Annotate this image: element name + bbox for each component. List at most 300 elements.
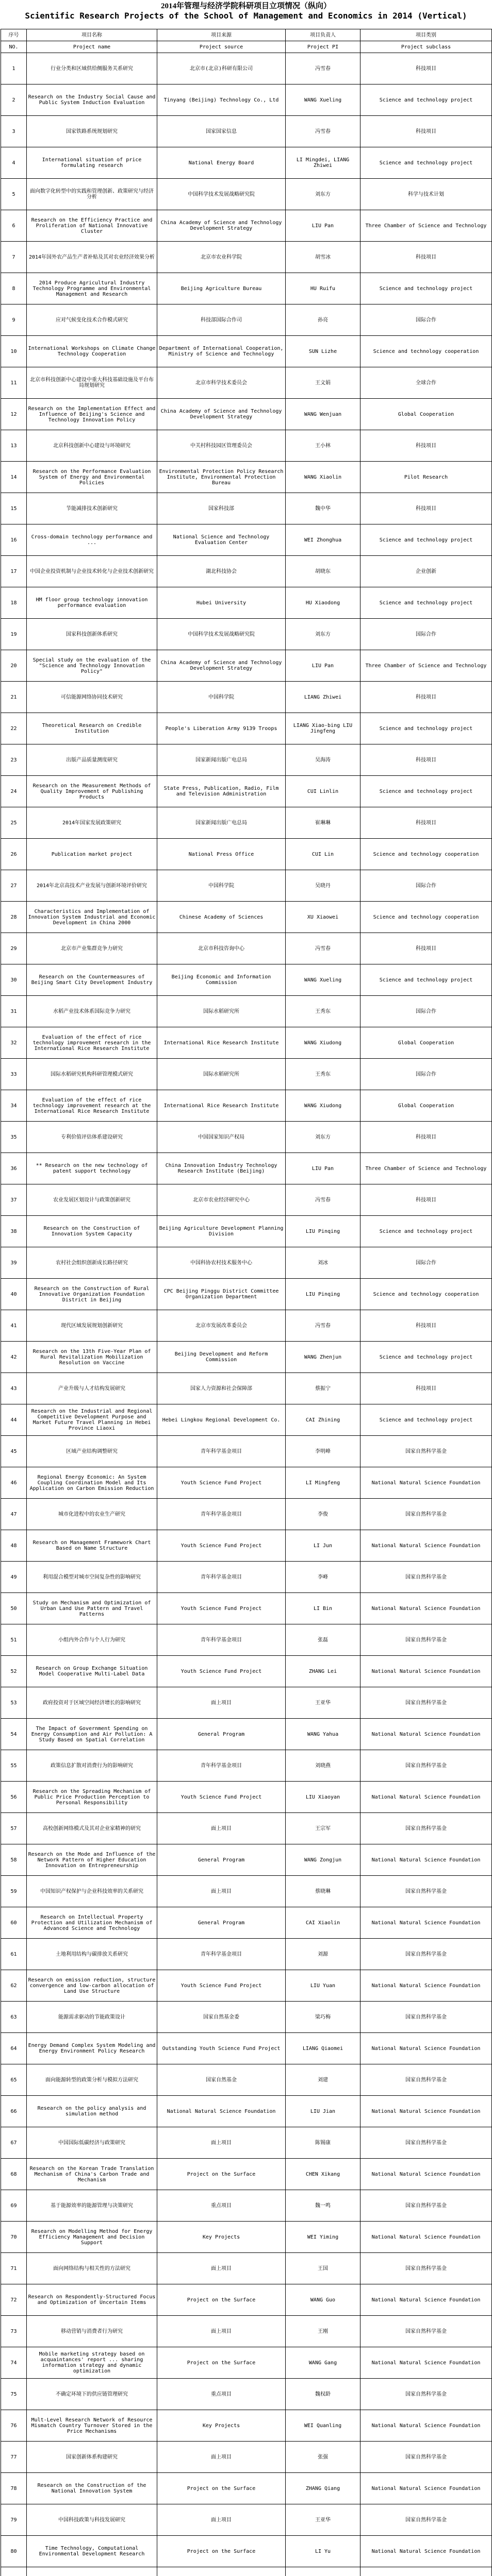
cell-no: 78 <box>1 2473 27 2504</box>
table-row <box>1 2316 492 2347</box>
cell-project-name: Cross-domain technology performance and ... <box>27 524 157 556</box>
cell-project-class: Science and technology project <box>360 1216 492 1247</box>
cell-project-pi: 冯雪春 <box>286 1184 360 1216</box>
table-row <box>1 1750 492 1782</box>
cell-project-source: 面上项目 <box>157 2442 286 2473</box>
cell-project-pi: WEI Zhonghua <box>286 524 360 556</box>
cell-project-pi: 李明峰 <box>286 1436 360 1467</box>
cell-project-class: 国家自然科学基金 <box>360 2316 492 2347</box>
cell-no: 41 <box>1 1310 27 1342</box>
table-row <box>1 1090 492 1122</box>
cell-project-name: 国家创新体系构建研究 <box>27 2442 157 2473</box>
cell-project-name: 国家科技创新体系研究 <box>27 619 157 650</box>
cell-project-pi: 张强 <box>286 2442 360 2473</box>
cell-project-name: 2014年北京高技术产业发展与创新环境评价研究 <box>27 870 157 902</box>
table-row <box>1 2064 492 2096</box>
cell-project-source: 青年科学基金项目 <box>157 1499 286 1530</box>
cell-project-class: Science and technology project <box>360 713 492 744</box>
col-no-zh: 序号 <box>1 29 27 41</box>
table-row <box>1 964 492 996</box>
cell-no: 65 <box>1 2064 27 2096</box>
cell-project-class: 国家自然科学基金 <box>360 1750 492 1782</box>
cell-no: 18 <box>1 587 27 619</box>
cell-project-name: 北京科技创新中心建设与环境研究 <box>27 430 157 462</box>
cell-project-name: 行业分类和区域供给侧服务关系研究 <box>27 53 157 84</box>
page-title-zh: 2014年管理与经济学院科研项目立项情况（纵向） <box>160 2 331 10</box>
cell-project-source: 中关村科技园区管理委员会 <box>157 430 286 462</box>
cell-no: 11 <box>1 367 27 399</box>
cell-no: 6 <box>1 210 27 242</box>
cell-no: 32 <box>1 1027 27 1059</box>
cell-project-name: Evaluation of the effect of rice technology improvement research at the International Rice Research Institute <box>27 1090 157 1122</box>
cell-project-class: 国家自然科学基金 <box>360 2190 492 2222</box>
cell-no: 23 <box>1 744 27 776</box>
cell-project-pi: WANG Guo <box>286 2284 360 2316</box>
table-row <box>1 744 492 776</box>
cell-project-name: Research on the Korean Trade Translation Mechanism of China's Carbon Trade and Mechanism <box>27 2159 157 2190</box>
cell-project-class: Science and technology cooperation <box>360 336 492 367</box>
table-row <box>1 1216 492 1247</box>
cell-no: 35 <box>1 1122 27 1153</box>
cell-project-class: 国家自然科学基金 <box>360 1562 492 1593</box>
cell-project-source: 青年科学基金项目 <box>157 1624 286 1656</box>
cell-project-pi: 冯雪春 <box>286 116 360 147</box>
cell-project-name: 小组内外合作与个人行为研究 <box>27 1624 157 1656</box>
cell-project-class: National Natural Science Foundation <box>360 1467 492 1499</box>
cell-project-class: 国际合作 <box>360 870 492 902</box>
cell-project-class: Science and technology cooperation <box>360 1279 492 1310</box>
cell-project-source: Beijing Economic and Information Commission <box>157 964 286 996</box>
cell-project-class: National Natural Science Foundation <box>360 1844 492 1876</box>
cell-project-class: 国家自然科学基金 <box>360 1687 492 1719</box>
cell-project-source: Project on the Surface <box>157 2536 286 2567</box>
cell-project-pi: WEI Quanling <box>286 2410 360 2442</box>
table-row <box>1 2033 492 2064</box>
cell-project-pi: 蔡晓琳 <box>286 1876 360 1907</box>
cell-project-class: 国家自然科学基金 <box>360 2002 492 2033</box>
table-row <box>1 933 492 964</box>
cell-project-source: 青年科学基金项目 <box>157 1750 286 1782</box>
cell-no: 69 <box>1 2190 27 2222</box>
cell-project-pi: LIU Jian <box>286 2096 360 2127</box>
cell-project-pi: 刘源 <box>286 1939 360 1970</box>
cell-project-source: General Program <box>157 1719 286 1750</box>
table-row <box>1 2002 492 2033</box>
cell-project-name: Mobile marketing strategy based on acquaintances' report ... sharing information strategy and dynamic optimization <box>27 2347 157 2379</box>
cell-no: 43 <box>1 1373 27 1404</box>
table-row <box>1 2190 492 2222</box>
cell-project-class: Science and technology project <box>360 587 492 619</box>
cell-project-class: National Natural Science Foundation <box>360 2536 492 2567</box>
cell-project-pi: WANG Xueling <box>286 964 360 996</box>
table-row <box>1 179 492 210</box>
cell-project-class: National Natural Science Foundation <box>360 2159 492 2190</box>
table-row <box>1 273 492 304</box>
cell-project-name: 2014年国家发展政策研究 <box>27 807 157 839</box>
table-row <box>1 1907 492 1939</box>
cell-project-pi: LIU Pinqing <box>286 1216 360 1247</box>
cell-project-source: General Program <box>157 1844 286 1876</box>
cell-project-name: Regional Energy Economic: An System Coupling Coordination Model and Its Application on Carbon Emission Reduction <box>27 1467 157 1499</box>
cell-no: 71 <box>1 2253 27 2284</box>
table-row <box>1 1153 492 1184</box>
cell-project-pi: 吴晓丹 <box>286 870 360 902</box>
cell-project-name: Research on the Efficiency Practice and Proliferation of National Innovative Cluster <box>27 210 157 242</box>
cell-project-name: Research on the Construction of Innovation System Capacity <box>27 1216 157 1247</box>
cell-project-class: National Natural Science Foundation <box>360 1656 492 1687</box>
cell-project-name: Research on the Construction of Rural Innovative Organization Foundation District in Beijing <box>27 1279 157 1310</box>
cell-project-pi: 刘东方 <box>286 1122 360 1153</box>
cell-project-name: 农村社会组织创新成长路径研究 <box>27 1247 157 1279</box>
cell-project-source: 北京市农业科学院 <box>157 242 286 273</box>
col-class-en: Project subclass <box>360 41 492 53</box>
cell-project-source: 面上项目 <box>157 1687 286 1719</box>
cell-project-class: National Natural Science Foundation <box>360 1593 492 1624</box>
cell-no: 49 <box>1 1562 27 1593</box>
cell-project-name: Mult-Level Research Network of Resource Mismatch Country Turnover Stored in the Price Mechanisms <box>27 2410 157 2442</box>
table-row <box>1 1624 492 1656</box>
cell-project-source: 国际水稻研究所 <box>157 1059 286 1090</box>
cell-project-name: HM floor group technology innovation performance evaluation <box>27 587 157 619</box>
cell-no: 3 <box>1 116 27 147</box>
cell-no: 36 <box>1 1153 27 1184</box>
cell-project-class: National Natural Science Foundation <box>360 1530 492 1562</box>
cell-project-source: 国家新闻出版广电总局 <box>157 807 286 839</box>
cell-project-source: 国家新闻出版广电总局 <box>157 744 286 776</box>
cell-project-source: 青年科学基金项目 <box>157 1939 286 1970</box>
table-row <box>1 1373 492 1404</box>
cell-project-name: 应对气候变化技术合作模式研究 <box>27 304 157 336</box>
cell-project-class: Science and technology project <box>360 524 492 556</box>
table-row <box>1 2127 492 2159</box>
cell-project-pi: LIU Xiaoyan <box>286 1782 360 1813</box>
cell-no: 21 <box>1 682 27 713</box>
cell-no: 28 <box>1 902 27 933</box>
cell-project-name: Research on the Industry Social Cause and Public System Induction Evaluation <box>27 84 157 116</box>
cell-project-source: Youth Science Fund Project <box>157 1782 286 1813</box>
cell-project-name: 能源需求驱动的节能政策设计 <box>27 2002 157 2033</box>
cell-no: 5 <box>1 179 27 210</box>
cell-project-source: China Academy of Science and Technology Development Strategy <box>157 210 286 242</box>
cell-project-source: Youth Science Fund Project <box>157 1593 286 1624</box>
cell-no: 67 <box>1 2127 27 2159</box>
cell-project-name: The Impact of Government Spending on Energy Consumption and Air Pollution: A Study Based on Spatial Correlation <box>27 1719 157 1750</box>
cell-project-name: Research on Respondently-Structured Focus and Optimization of Uncertain Items <box>27 2284 157 2316</box>
cell-project-source: 中国科协农村技术服务中心 <box>157 1247 286 1279</box>
cell-project-pi: WANG Xueling <box>286 84 360 116</box>
cell-project-pi: LI Bin <box>286 1593 360 1624</box>
cell-project-pi: 王秀东 <box>286 1059 360 1090</box>
cell-project-source: National Natural Science Foundation <box>157 2096 286 2127</box>
cell-project-source: Department of International Cooperation, Ministry of Science and Technology <box>157 336 286 367</box>
cell-project-source: People's Liberation Army 9139 Troops <box>157 713 286 744</box>
cell-project-source: General Program <box>157 1907 286 1939</box>
cell-project-pi: 冯雪春 <box>286 933 360 964</box>
cell-project-class: 科技项目 <box>360 1122 492 1153</box>
cell-project-name: 现代区域发展规划创新研究 <box>27 1310 157 1342</box>
cell-project-class: 国际合作 <box>360 996 492 1027</box>
cell-project-class: 科技项目 <box>360 53 492 84</box>
cell-project-pi: 胡晓东 <box>286 556 360 587</box>
cell-project-name: Research on the Performance Evaluation System of Energy and Environmental Policies <box>27 462 157 493</box>
table-row <box>1 619 492 650</box>
cell-project-source: 北京市科学技术委员会 <box>157 367 286 399</box>
table-row <box>1 2473 492 2504</box>
table-row <box>1 2379 492 2410</box>
table-row <box>1 2284 492 2316</box>
table-row <box>1 2222 492 2253</box>
cell-project-pi: 王文娟 <box>286 367 360 399</box>
cell-no: 40 <box>1 1279 27 1310</box>
table-row <box>1 1593 492 1624</box>
cell-no: 46 <box>1 1467 27 1499</box>
cell-project-pi: 王亚华 <box>286 2504 360 2536</box>
cell-project-source: National Energy Board <box>157 147 286 179</box>
cell-project-source: 北京市农业经济研究中心 <box>157 1184 286 1216</box>
cell-project-source: 湖北科技协会 <box>157 556 286 587</box>
cell-project-pi: 王国 <box>286 2253 360 2284</box>
cell-project-class: 国家自然科学基金 <box>360 1499 492 1530</box>
cell-project-class: 科技项目 <box>360 1373 492 1404</box>
cell-project-class: 科技项目 <box>360 242 492 273</box>
cell-project-pi: HU Xiaodong <box>286 587 360 619</box>
cell-project-source <box>157 2567 286 2576</box>
cell-project-pi: LIANG Xiao-bing LIU Jingfeng <box>286 713 360 744</box>
cell-project-class: Science and technology project <box>360 273 492 304</box>
cell-project-source: National Press Office <box>157 839 286 870</box>
cell-project-pi: WANG Zhenjun <box>286 1342 360 1373</box>
cell-project-class: 国家自然科学基金 <box>360 2127 492 2159</box>
table-row <box>1 1499 492 1530</box>
projects-table <box>1 29 492 2576</box>
cell-project-class: 国家自然科学基金 <box>360 2064 492 2096</box>
cell-no: 12 <box>1 399 27 430</box>
table-row <box>1 1310 492 1342</box>
cell-project-name: Time Technology, Computational Environmental Development Research <box>27 2536 157 2567</box>
col-name-zh: 项目名称 <box>27 29 157 41</box>
cell-no: 47 <box>1 1499 27 1530</box>
cell-no: 72 <box>1 2284 27 2316</box>
cell-project-pi: CUI Linlin <box>286 776 360 807</box>
cell-project-class: 科技项目 <box>360 933 492 964</box>
cell-project-source: 国家国家信息 <box>157 116 286 147</box>
cell-project-class: National Natural Science Foundation <box>360 2222 492 2253</box>
cell-project-pi: CAI Zhining <box>286 1404 360 1436</box>
page-title-en: Scientific Research Projects of the School of Management and Economics in 2014 (Vertical) <box>25 11 467 21</box>
table-row <box>1 1813 492 1844</box>
cell-project-source: Outstanding Youth Science Fund Project <box>157 2033 286 2064</box>
cell-project-pi: LI Mingdei, LIANG Zhiwei <box>286 147 360 179</box>
table-row <box>1 2567 492 2576</box>
table-row <box>1 242 492 273</box>
cell-no: 77 <box>1 2442 27 2473</box>
cell-project-source: 面上项目 <box>157 2504 286 2536</box>
table-row <box>1 2504 492 2536</box>
cell-no: 74 <box>1 2347 27 2379</box>
cell-project-class: 国际合作 <box>360 304 492 336</box>
cell-project-source: 面上项目 <box>157 1813 286 1844</box>
cell-project-name: 基于能源效率的能源管理与决策研究 <box>27 2190 157 2222</box>
cell-project-name: 面向网络结构与相关性的方法研究 <box>27 2253 157 2284</box>
cell-project-source: Key Projects <box>157 2410 286 2442</box>
cell-project-source: Key Projects <box>157 2222 286 2253</box>
cell-project-name: Publication market project <box>27 839 157 870</box>
cell-no: 57 <box>1 1813 27 1844</box>
cell-project-source: Hubei University <box>157 587 286 619</box>
table-row <box>1 367 492 399</box>
cell-project-source: Beijing Agriculture Development Planning Division <box>157 1216 286 1247</box>
col-no-en: NO. <box>1 41 27 53</box>
cell-project-class: National Natural Science Foundation <box>360 2410 492 2442</box>
cell-project-name: 政府投资对于区域空间经济增长的影响研究 <box>27 1687 157 1719</box>
cell-project-class: Three Chamber of Science and Technology <box>360 1153 492 1184</box>
cell-project-pi: 王刚 <box>286 2316 360 2347</box>
cell-project-class: Pilot Research <box>360 462 492 493</box>
cell-project-name: Special study on the evaluation of the "Science and Technology Innovation Policy" <box>27 650 157 682</box>
cell-no: 73 <box>1 2316 27 2347</box>
cell-no: 76 <box>1 2410 27 2442</box>
cell-project-source: 面上项目 <box>157 2253 286 2284</box>
table-row <box>1 399 492 430</box>
cell-no: 30 <box>1 964 27 996</box>
table-row <box>1 1122 492 1153</box>
table-row <box>1 1970 492 2002</box>
cell-no: 31 <box>1 996 27 1027</box>
table-row <box>1 1247 492 1279</box>
table-row <box>1 493 492 524</box>
cell-project-pi: 冯雪春 <box>286 53 360 84</box>
cell-project-source: 北京市发展改革委员会 <box>157 1310 286 1342</box>
cell-no: 64 <box>1 2033 27 2064</box>
cell-no: 54 <box>1 1719 27 1750</box>
cell-project-name: Research on the Spreading Mechanism of Public Price Production Perception to Personal Responsibility <box>27 1782 157 1813</box>
cell-project-pi: XU Xiaowei <box>286 902 360 933</box>
cell-no: 34 <box>1 1090 27 1122</box>
cell-project-name: 可信能源网络协同技术研究 <box>27 682 157 713</box>
cell-project-pi: LIU Yuan <box>286 1970 360 2002</box>
cell-project-pi: 刘建 <box>286 2064 360 2096</box>
cell-project-source: China Academy of Science and Technology Development Strategy <box>157 650 286 682</box>
cell-project-name: Research on the Mode and Influence of the Network Pattern of Higher Education Innovation on Entrepreneurship <box>27 1844 157 1876</box>
table-row <box>1 587 492 619</box>
cell-project-source: State Press, Publication, Radio, Film and Television Administration <box>157 776 286 807</box>
cell-project-class: National Natural Science Foundation <box>360 1907 492 1939</box>
col-name-en: Project name <box>27 41 157 53</box>
table-row <box>1 682 492 713</box>
cell-project-pi: WANG Xiaolin <box>286 462 360 493</box>
cell-project-class: 科技项目 <box>360 744 492 776</box>
cell-project-name: 中国知识产权保护与企业科技效率的关系研究 <box>27 1876 157 1907</box>
cell-project-pi: LI Jun <box>286 1530 360 1562</box>
cell-project-source: Hebei Lingkou Regional Development Co. <box>157 1404 286 1436</box>
cell-project-pi: 蔡振宁 <box>286 1373 360 1404</box>
cell-no: 66 <box>1 2096 27 2127</box>
cell-no: 68 <box>1 2159 27 2190</box>
cell-project-pi: SUN Lizhe <box>286 336 360 367</box>
cell-project-class: 全球合作 <box>360 367 492 399</box>
cell-project-name: 中国国际低碳经济与政策研究 <box>27 2127 157 2159</box>
table-row <box>1 1562 492 1593</box>
cell-project-class: Science and technology project <box>360 1404 492 1436</box>
cell-project-pi: HU Ruifu <box>286 273 360 304</box>
cell-project-class: Three Chamber of Science and Technology <box>360 210 492 242</box>
cell-no <box>1 2567 27 2576</box>
table-row <box>1 996 492 1027</box>
cell-project-name <box>27 2567 157 2576</box>
cell-project-name: Theoretical Research on Credible Institution <box>27 713 157 744</box>
cell-project-name: 区域产业结构调整研究 <box>27 1436 157 1467</box>
cell-project-name: 移动营销与消费者行为研究 <box>27 2316 157 2347</box>
table-row <box>1 650 492 682</box>
cell-no: 63 <box>1 2002 27 2033</box>
cell-project-name: 国家铁路系统规划研究 <box>27 116 157 147</box>
cell-project-name: 国际水稻研究机构科研管理模式研究 <box>27 1059 157 1090</box>
table-row <box>1 1687 492 1719</box>
cell-no: 26 <box>1 839 27 870</box>
cell-project-class: 科技项目 <box>360 807 492 839</box>
table-row <box>1 1782 492 1813</box>
cell-no: 39 <box>1 1247 27 1279</box>
col-pi-en: Project PI <box>286 41 360 53</box>
table-row <box>1 1939 492 1970</box>
cell-project-source: 国家自然基金委 <box>157 2002 286 2033</box>
cell-no: 15 <box>1 493 27 524</box>
cell-project-class: National Natural Science Foundation <box>360 2033 492 2064</box>
cell-no: 61 <box>1 1939 27 1970</box>
table-header-en <box>1 41 492 53</box>
cell-no: 55 <box>1 1750 27 1782</box>
cell-project-name: Study on Mechanism and Optimization of Urban Land Use Pattern and Travel Patterns <box>27 1593 157 1624</box>
cell-no: 19 <box>1 619 27 650</box>
cell-no: 27 <box>1 870 27 902</box>
cell-project-class: National Natural Science Foundation <box>360 2473 492 2504</box>
col-source-en: Project source <box>157 41 286 53</box>
cell-project-pi: 冯雪春 <box>286 1310 360 1342</box>
cell-project-source: Youth Science Fund Project <box>157 1970 286 2002</box>
cell-project-class: 国家自然科学基金 <box>360 1939 492 1970</box>
cell-project-class: 国际合作 <box>360 1247 492 1279</box>
table-row <box>1 430 492 462</box>
cell-project-source: Youth Science Fund Project <box>157 1467 286 1499</box>
cell-project-pi: CAI Xiaolin <box>286 1907 360 1939</box>
cell-project-name: Research on the Countermeasures of Beijing Smart City Development Industry <box>27 964 157 996</box>
cell-project-pi: LIU Pan <box>286 210 360 242</box>
cell-project-name: 农业发展区划设计与政策创新研究 <box>27 1184 157 1216</box>
cell-project-class: National Natural Science Foundation <box>360 2347 492 2379</box>
cell-project-name: 中国企业投资机制与企业技术转化与企业技术创新研究 <box>27 556 157 587</box>
cell-project-pi: LIU Pan <box>286 1153 360 1184</box>
cell-no: 48 <box>1 1530 27 1562</box>
cell-no: 58 <box>1 1844 27 1876</box>
table-row <box>1 556 492 587</box>
cell-no: 13 <box>1 430 27 462</box>
cell-project-class: 科技项目 <box>360 1184 492 1216</box>
cell-project-pi: LIANG Zhiwei <box>286 682 360 713</box>
cell-project-source: Youth Science Fund Project <box>157 1530 286 1562</box>
cell-project-source: 中国科学院 <box>157 870 286 902</box>
table-row <box>1 2253 492 2284</box>
cell-project-pi: 张磊 <box>286 1624 360 1656</box>
cell-project-source: 中国科学技术发展战略研究院 <box>157 619 286 650</box>
cell-project-class: 国际合作 <box>360 1059 492 1090</box>
cell-project-name: International Workshops on Climate Change Technology Cooperation <box>27 336 157 367</box>
cell-project-source: 重点项目 <box>157 2190 286 2222</box>
cell-project-name: Energy Demand Complex System Modeling and Energy Environment Policy Research <box>27 2033 157 2064</box>
cell-no: 1 <box>1 53 27 84</box>
col-pi-zh: 项目负责人 <box>286 29 360 41</box>
cell-project-name: Characteristics and Implementation of Innovation System Industrial and Economic Development in China 2000 <box>27 902 157 933</box>
cell-project-pi: 王亚华 <box>286 1687 360 1719</box>
